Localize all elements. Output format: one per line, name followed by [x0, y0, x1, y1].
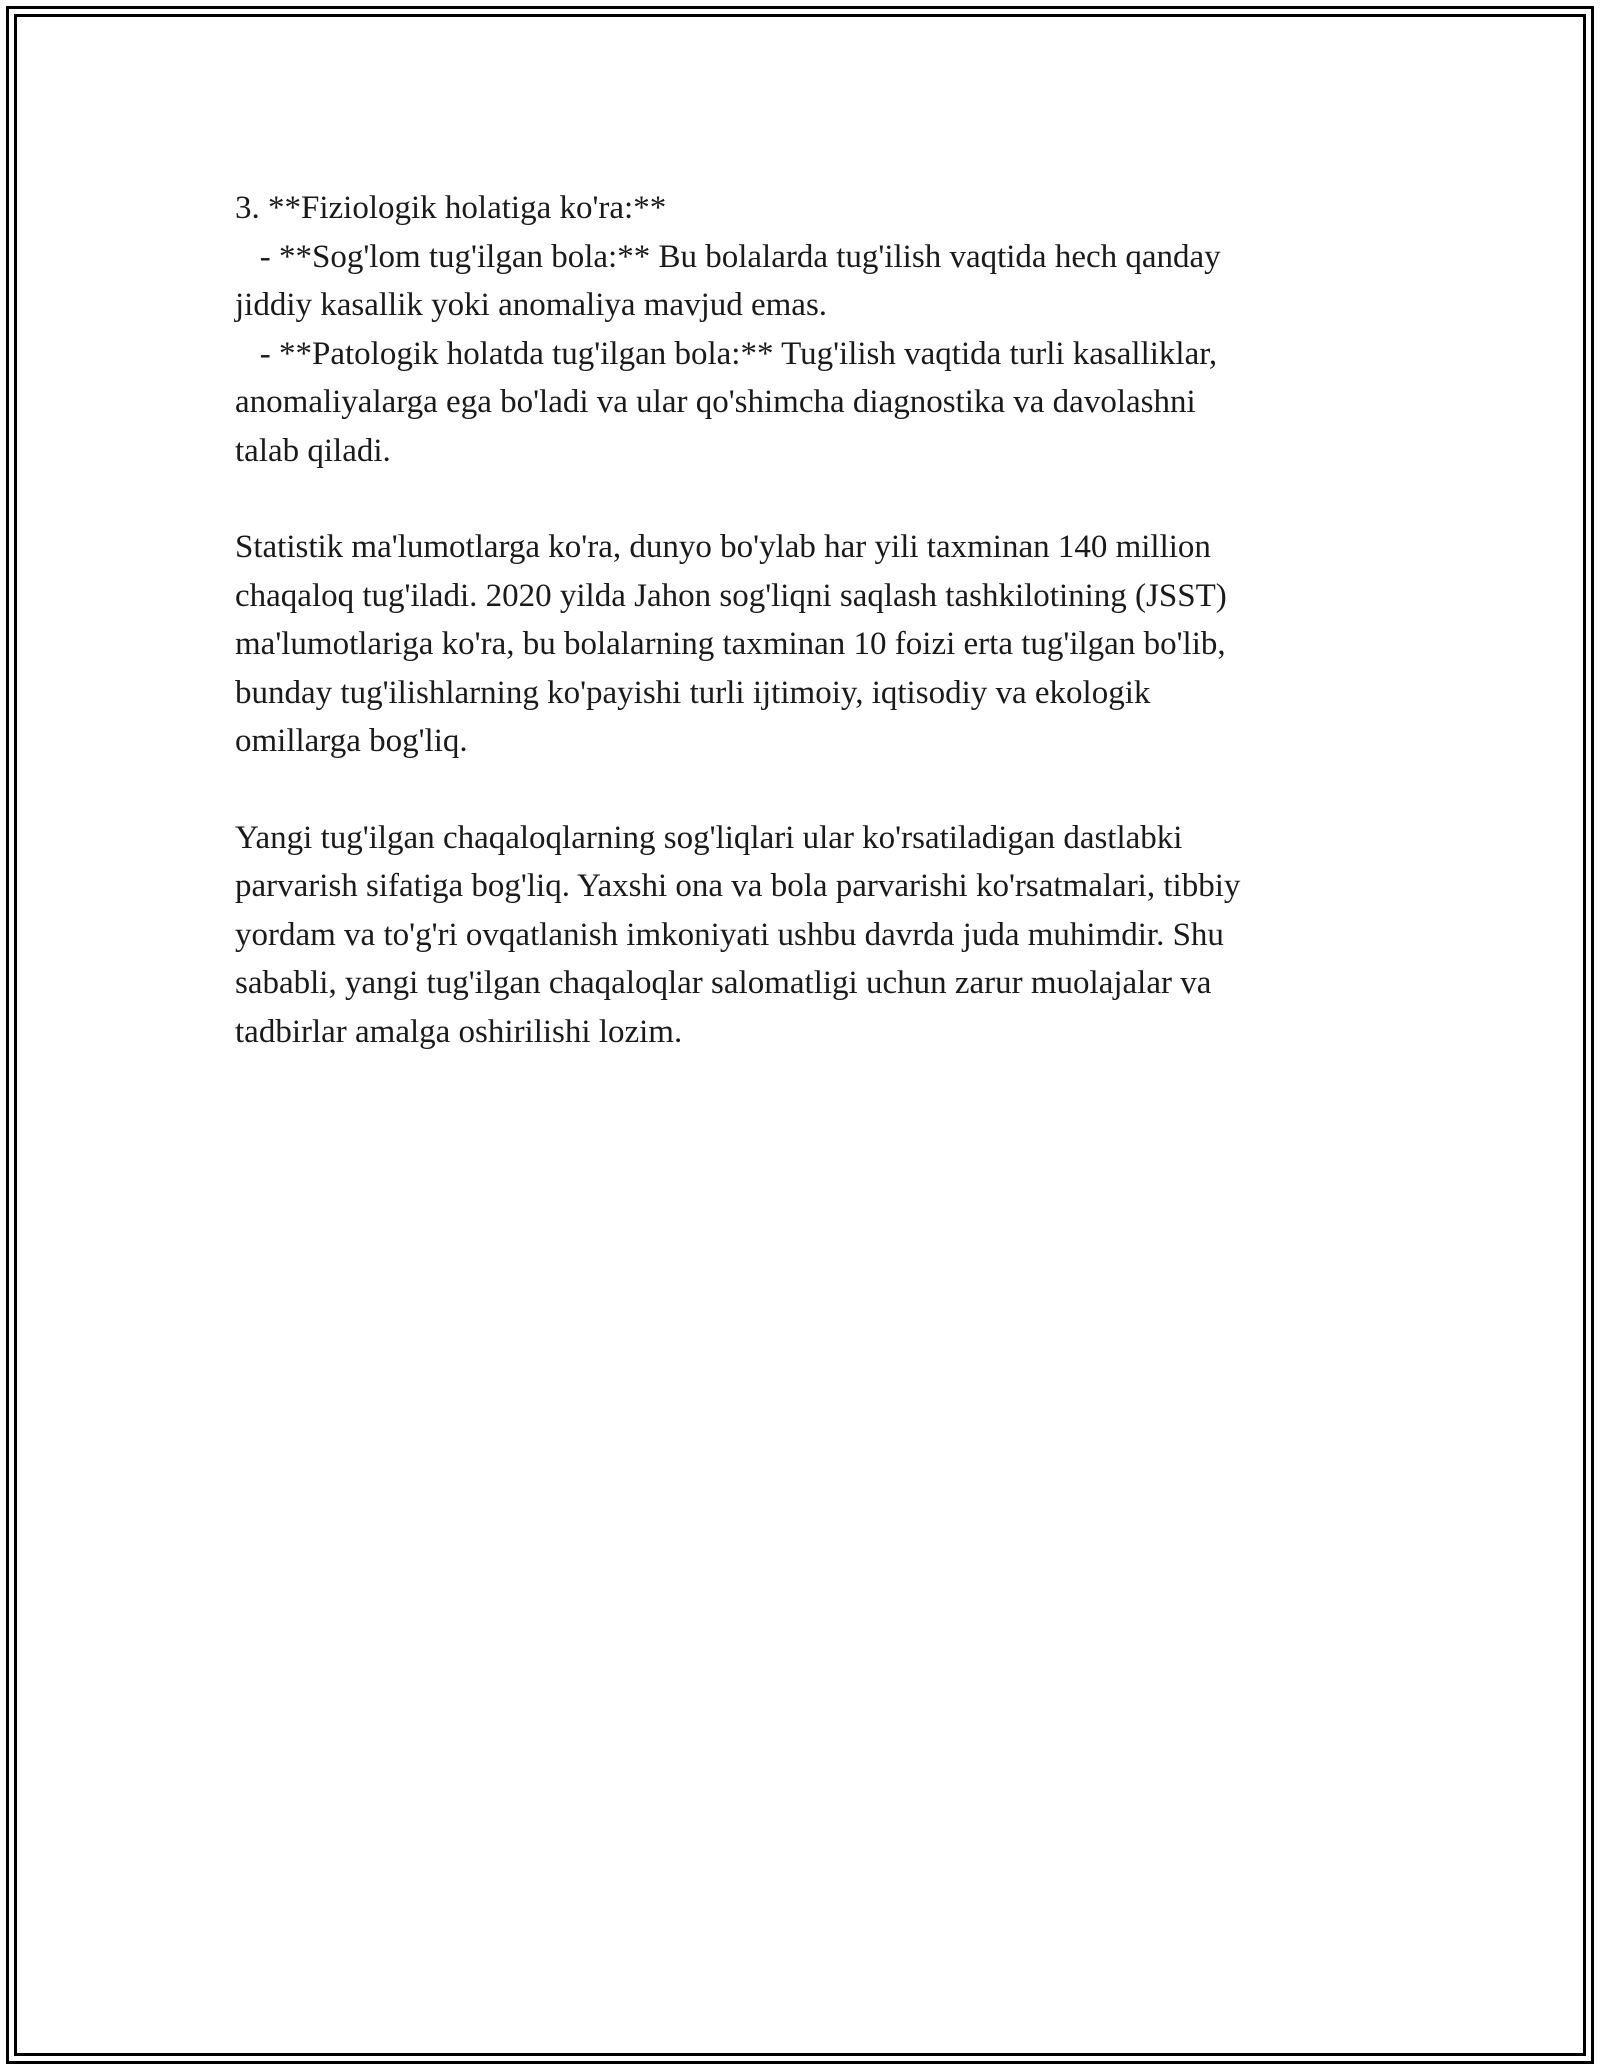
paragraph-line: Statistik ma'lumotlarga ko'ra, dunyo bo'ylab har yili taxminan 140 million	[235, 529, 1211, 565]
paragraph-spacer	[235, 475, 1385, 523]
list-item-pathological-line-2: anomaliyalarga ega bo'ladi va ular qo'shimcha diagnostika va davolashni	[235, 384, 1196, 420]
paragraph-line: tadbirlar amalga oshirilishi lozim.	[235, 1013, 683, 1050]
list-item-pathological-line-1: - **Patologik holatda tug'ilgan bola:** Tug'ilish vaqtida turli kasalliklar,	[235, 335, 1218, 372]
paragraph-newborn-care	[235, 814, 1385, 1057]
paragraph-line: omillarga bog'liq.	[235, 723, 468, 759]
section-3-physiological-state	[235, 184, 1385, 475]
paragraph-line: yordam va to'g'ri ovqatlanish imkoniyati ushbu davrda juda muhimdir. Shu	[235, 916, 1224, 953]
document-body	[235, 184, 1385, 1056]
paragraph-statistics	[235, 523, 1385, 766]
paragraph-line: ma'lumotlariga ko'ra, bu bolalarning taxminan 10 foizi erta tug'ilgan bo'lib,	[235, 626, 1226, 662]
paragraph-line: sababli, yangi tug'ilgan chaqaloqlar salomatligi uchun zarur muolajalar va	[235, 965, 1212, 1001]
list-item-pathological-line-3: talab qiladi.	[235, 432, 391, 469]
list-item-healthy-line-2: jiddiy kasallik yoki anomaliya mavjud emas.	[235, 287, 828, 323]
paragraph-line: Yangi tug'ilgan chaqaloqlarning sog'liqlari ular ko'rsatiladigan dastlabki	[235, 819, 1183, 856]
list-item-healthy-line-1: - **Sog'lom tug'ilgan bola:** Bu bolalarda tug'ilish vaqtida hech qanday	[235, 238, 1221, 275]
paragraph-spacer	[235, 766, 1385, 814]
paragraph-line: chaqaloq tug'iladi. 2020 yilda Jahon sog'liqni saqlash tashkilotining (JSST)	[235, 577, 1227, 614]
paragraph-line: parvarish sifatiga bog'liq. Yaxshi ona va bola parvarishi ko'rsatmalari, tibbiy	[235, 868, 1241, 904]
paragraph-line: bunday tug'ilishlarning ko'payishi turli ijtimoiy, iqtisodiy va ekologik	[235, 674, 1151, 711]
section-3-heading: 3. **Fiziologik holatiga ko'ra:**	[235, 190, 667, 226]
